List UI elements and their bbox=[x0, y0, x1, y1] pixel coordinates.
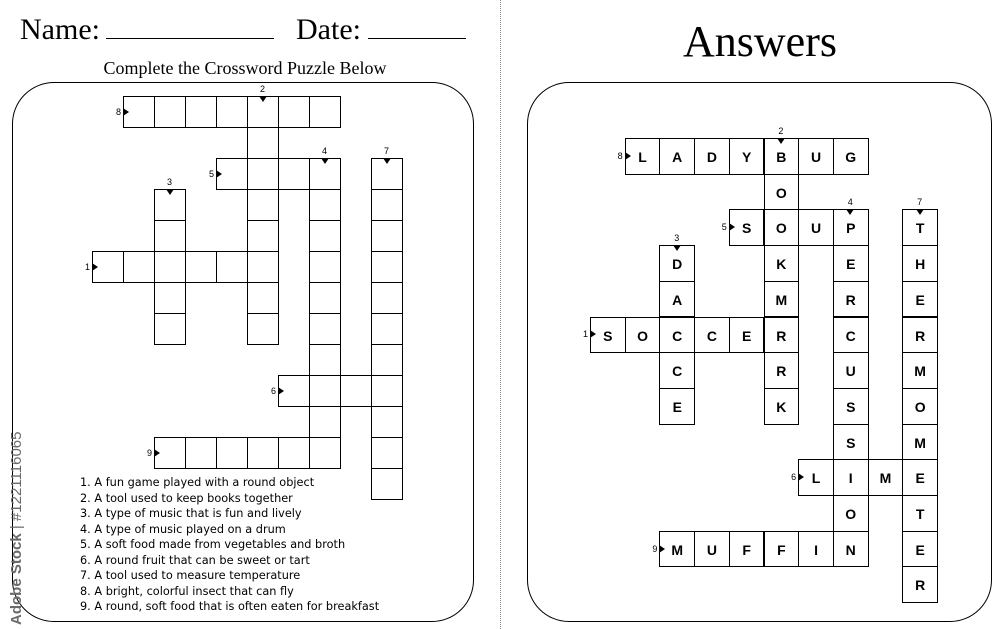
answer-cell: M bbox=[902, 352, 938, 389]
puzzle-cell[interactable] bbox=[185, 96, 217, 128]
date-label: Date: bbox=[296, 13, 361, 46]
puzzle-instructions: Complete the Crossword Puzzle Below bbox=[103, 58, 387, 78]
puzzle-cell[interactable] bbox=[371, 282, 403, 314]
answer-cell: Y bbox=[729, 138, 765, 175]
answer-cell: C bbox=[659, 317, 695, 354]
puzzle-cell[interactable] bbox=[185, 437, 217, 469]
answer-cell: A bbox=[659, 281, 695, 318]
answer-cell: E bbox=[659, 388, 695, 425]
arrow-right-icon bbox=[659, 545, 665, 553]
clue-item: 6. A round fruit that can be sweet or tart bbox=[80, 553, 310, 567]
answer-cell: I bbox=[798, 531, 834, 568]
answer-cell: C bbox=[659, 352, 695, 389]
puzzle-cell[interactable] bbox=[309, 96, 341, 128]
arrow-right-icon bbox=[123, 108, 129, 116]
puzzle-cell[interactable] bbox=[309, 189, 341, 221]
answer-cell: R bbox=[764, 352, 800, 389]
puzzle-cell[interactable] bbox=[309, 406, 341, 438]
answer-cell: R bbox=[902, 566, 938, 603]
answer-cell: F bbox=[764, 531, 800, 568]
puzzle-cell[interactable] bbox=[278, 96, 310, 128]
answer-cell: U bbox=[833, 352, 869, 389]
puzzle-cell[interactable] bbox=[216, 96, 248, 128]
arrow-down-icon bbox=[777, 138, 785, 144]
answer-cell: S bbox=[729, 209, 765, 246]
puzzle-cell[interactable] bbox=[247, 313, 279, 345]
puzzle-cell[interactable] bbox=[371, 251, 403, 283]
date-line bbox=[368, 38, 466, 39]
answer-cell: P bbox=[833, 209, 869, 246]
puzzle-cell[interactable] bbox=[371, 189, 403, 221]
puzzle-cell[interactable] bbox=[185, 251, 217, 283]
answer-cell: R bbox=[833, 281, 869, 318]
answer-cell: G bbox=[833, 138, 869, 175]
stock-watermark bbox=[8, 390, 28, 625]
clue-number-label: 3 bbox=[674, 233, 680, 244]
arrow-down-icon bbox=[846, 209, 854, 215]
answer-cell: M bbox=[659, 531, 695, 568]
clue-number-label: 8 bbox=[115, 106, 121, 117]
answer-cell: L bbox=[798, 459, 834, 496]
answer-cell: O bbox=[833, 495, 869, 532]
answer-cell: M bbox=[902, 424, 938, 461]
answer-cell: U bbox=[798, 209, 834, 246]
clue-number-label: 4 bbox=[321, 146, 327, 156]
answer-cell: T bbox=[902, 495, 938, 532]
clue-number-label: 2 bbox=[259, 84, 265, 94]
puzzle-cell[interactable] bbox=[340, 375, 372, 407]
puzzle-cell[interactable] bbox=[309, 282, 341, 314]
answer-cell: S bbox=[590, 317, 626, 354]
answer-cell: A bbox=[659, 138, 695, 175]
arrow-down-icon bbox=[383, 158, 391, 164]
clue-number-label: 1 bbox=[84, 261, 90, 272]
answer-cell: O bbox=[902, 388, 938, 425]
arrow-right-icon bbox=[154, 449, 160, 457]
clue-item: 7. A tool used to measure temperature bbox=[80, 569, 301, 582]
clue-item: 8. A bright, colorful insect that can fly bbox=[80, 584, 294, 598]
answers-title: Answers bbox=[683, 17, 837, 66]
arrow-down-icon bbox=[673, 245, 681, 251]
puzzle-cell[interactable] bbox=[278, 158, 310, 190]
clue-number-label: 8 bbox=[617, 150, 623, 161]
puzzle-cell[interactable] bbox=[309, 375, 341, 407]
puzzle-cell[interactable] bbox=[216, 251, 248, 283]
puzzle-cell[interactable] bbox=[216, 437, 248, 469]
answer-cell: K bbox=[764, 245, 800, 282]
clue-item: 3. A type of music that is fun and lively bbox=[80, 507, 302, 520]
puzzle-cell[interactable] bbox=[309, 437, 341, 469]
arrow-right-icon bbox=[625, 152, 631, 160]
clue-item: 2. A tool used to keep books together bbox=[80, 491, 293, 505]
answer-cell: F bbox=[729, 531, 765, 568]
puzzle-cell[interactable] bbox=[371, 437, 403, 469]
clue-number-label: 6 bbox=[791, 472, 797, 483]
clue-number-label: 5 bbox=[721, 222, 727, 233]
answer-cell: O bbox=[764, 174, 800, 211]
clue-number-label: 4 bbox=[847, 197, 853, 208]
arrow-right-icon bbox=[590, 330, 596, 338]
puzzle-cell[interactable] bbox=[309, 251, 341, 283]
clue-number-label: 5 bbox=[208, 168, 214, 179]
puzzle-cell[interactable] bbox=[247, 158, 279, 190]
answer-cell: M bbox=[868, 459, 904, 496]
answer-cell: D bbox=[659, 245, 695, 282]
clue-number-label: 7 bbox=[383, 146, 389, 156]
answer-cell: C bbox=[694, 317, 730, 354]
puzzle-cell[interactable] bbox=[247, 251, 279, 283]
answer-cell: I bbox=[833, 459, 869, 496]
puzzle-cell[interactable] bbox=[247, 282, 279, 314]
puzzle-cell[interactable] bbox=[247, 437, 279, 469]
watermark-logo: Adobe Stock bbox=[8, 533, 25, 625]
answer-cell: E bbox=[902, 531, 938, 568]
answer-cell: E bbox=[729, 317, 765, 354]
clue-item: 1. A fun game played with a round object bbox=[80, 476, 315, 489]
puzzle-cell[interactable] bbox=[371, 344, 403, 376]
clue-list bbox=[80, 475, 379, 615]
arrow-down-icon bbox=[321, 158, 329, 164]
puzzle-cell[interactable] bbox=[309, 313, 341, 345]
puzzle-cell[interactable] bbox=[154, 282, 186, 314]
clue-item: 4. A type of music played on a drum bbox=[80, 522, 286, 536]
watermark-id: #1221116065 bbox=[8, 431, 25, 522]
clue-number-label: 7 bbox=[917, 197, 923, 208]
clue-item: 9. A round, soft food that is often eaten for breakfast bbox=[80, 600, 380, 613]
clue-number-label: 3 bbox=[166, 177, 172, 187]
puzzle-cell[interactable] bbox=[371, 313, 403, 345]
answer-cell: S bbox=[833, 424, 869, 461]
clue-number-label: 2 bbox=[778, 126, 784, 136]
clue-number-label: 9 bbox=[652, 543, 658, 554]
answer-cell: H bbox=[902, 245, 938, 282]
puzzle-cell[interactable] bbox=[154, 96, 186, 128]
arrow-down-icon bbox=[259, 96, 267, 102]
answer-cell: R bbox=[902, 317, 938, 354]
answer-cell: N bbox=[833, 531, 869, 568]
puzzle-cell[interactable] bbox=[371, 406, 403, 438]
watermark-separator: | bbox=[8, 525, 25, 530]
answer-cell: T bbox=[902, 209, 938, 246]
puzzle-cell[interactable] bbox=[309, 344, 341, 376]
arrow-down-icon bbox=[166, 189, 174, 195]
answer-cell: E bbox=[833, 245, 869, 282]
puzzle-cell[interactable] bbox=[247, 189, 279, 221]
answer-cell: E bbox=[902, 459, 938, 496]
clue-number-label: 9 bbox=[146, 447, 152, 458]
answer-cell: E bbox=[902, 281, 938, 318]
clue-number-label: 1 bbox=[582, 329, 588, 340]
clue-item: 5. A soft food made from vegetables and broth bbox=[80, 538, 346, 551]
puzzle-cell[interactable] bbox=[371, 375, 403, 407]
puzzle-cell[interactable] bbox=[154, 220, 186, 252]
page-divider bbox=[500, 0, 501, 629]
puzzle-cell[interactable] bbox=[309, 220, 341, 252]
answer-cell: U bbox=[694, 531, 730, 568]
answer-cell: O bbox=[625, 317, 661, 354]
answer-cell: S bbox=[833, 388, 869, 425]
name-label: Name: bbox=[20, 13, 100, 46]
arrow-right-icon bbox=[798, 473, 804, 481]
puzzle-cell[interactable] bbox=[247, 220, 279, 252]
puzzle-cell[interactable] bbox=[278, 437, 310, 469]
answer-cell: K bbox=[764, 388, 800, 425]
answer-cell: C bbox=[833, 317, 869, 354]
answer-cell: U bbox=[798, 138, 834, 175]
answer-cell: L bbox=[625, 138, 661, 175]
answer-cell: B bbox=[764, 138, 800, 175]
puzzle-cell[interactable] bbox=[154, 313, 186, 345]
clue-number-label: 6 bbox=[270, 385, 276, 396]
puzzle-cell[interactable] bbox=[371, 220, 403, 252]
answer-cell: O bbox=[764, 209, 800, 246]
arrow-down-icon bbox=[916, 209, 924, 215]
puzzle-cell[interactable] bbox=[154, 251, 186, 283]
name-line bbox=[106, 38, 274, 39]
arrow-right-icon bbox=[729, 223, 735, 231]
arrow-right-icon bbox=[216, 170, 222, 178]
puzzle-cell[interactable] bbox=[123, 251, 155, 283]
answer-cell: D bbox=[694, 138, 730, 175]
arrow-right-icon bbox=[92, 263, 98, 271]
answer-cell: M bbox=[764, 281, 800, 318]
arrow-right-icon bbox=[278, 387, 284, 395]
answer-cell: R bbox=[764, 317, 800, 354]
puzzle-cell[interactable] bbox=[247, 127, 279, 159]
